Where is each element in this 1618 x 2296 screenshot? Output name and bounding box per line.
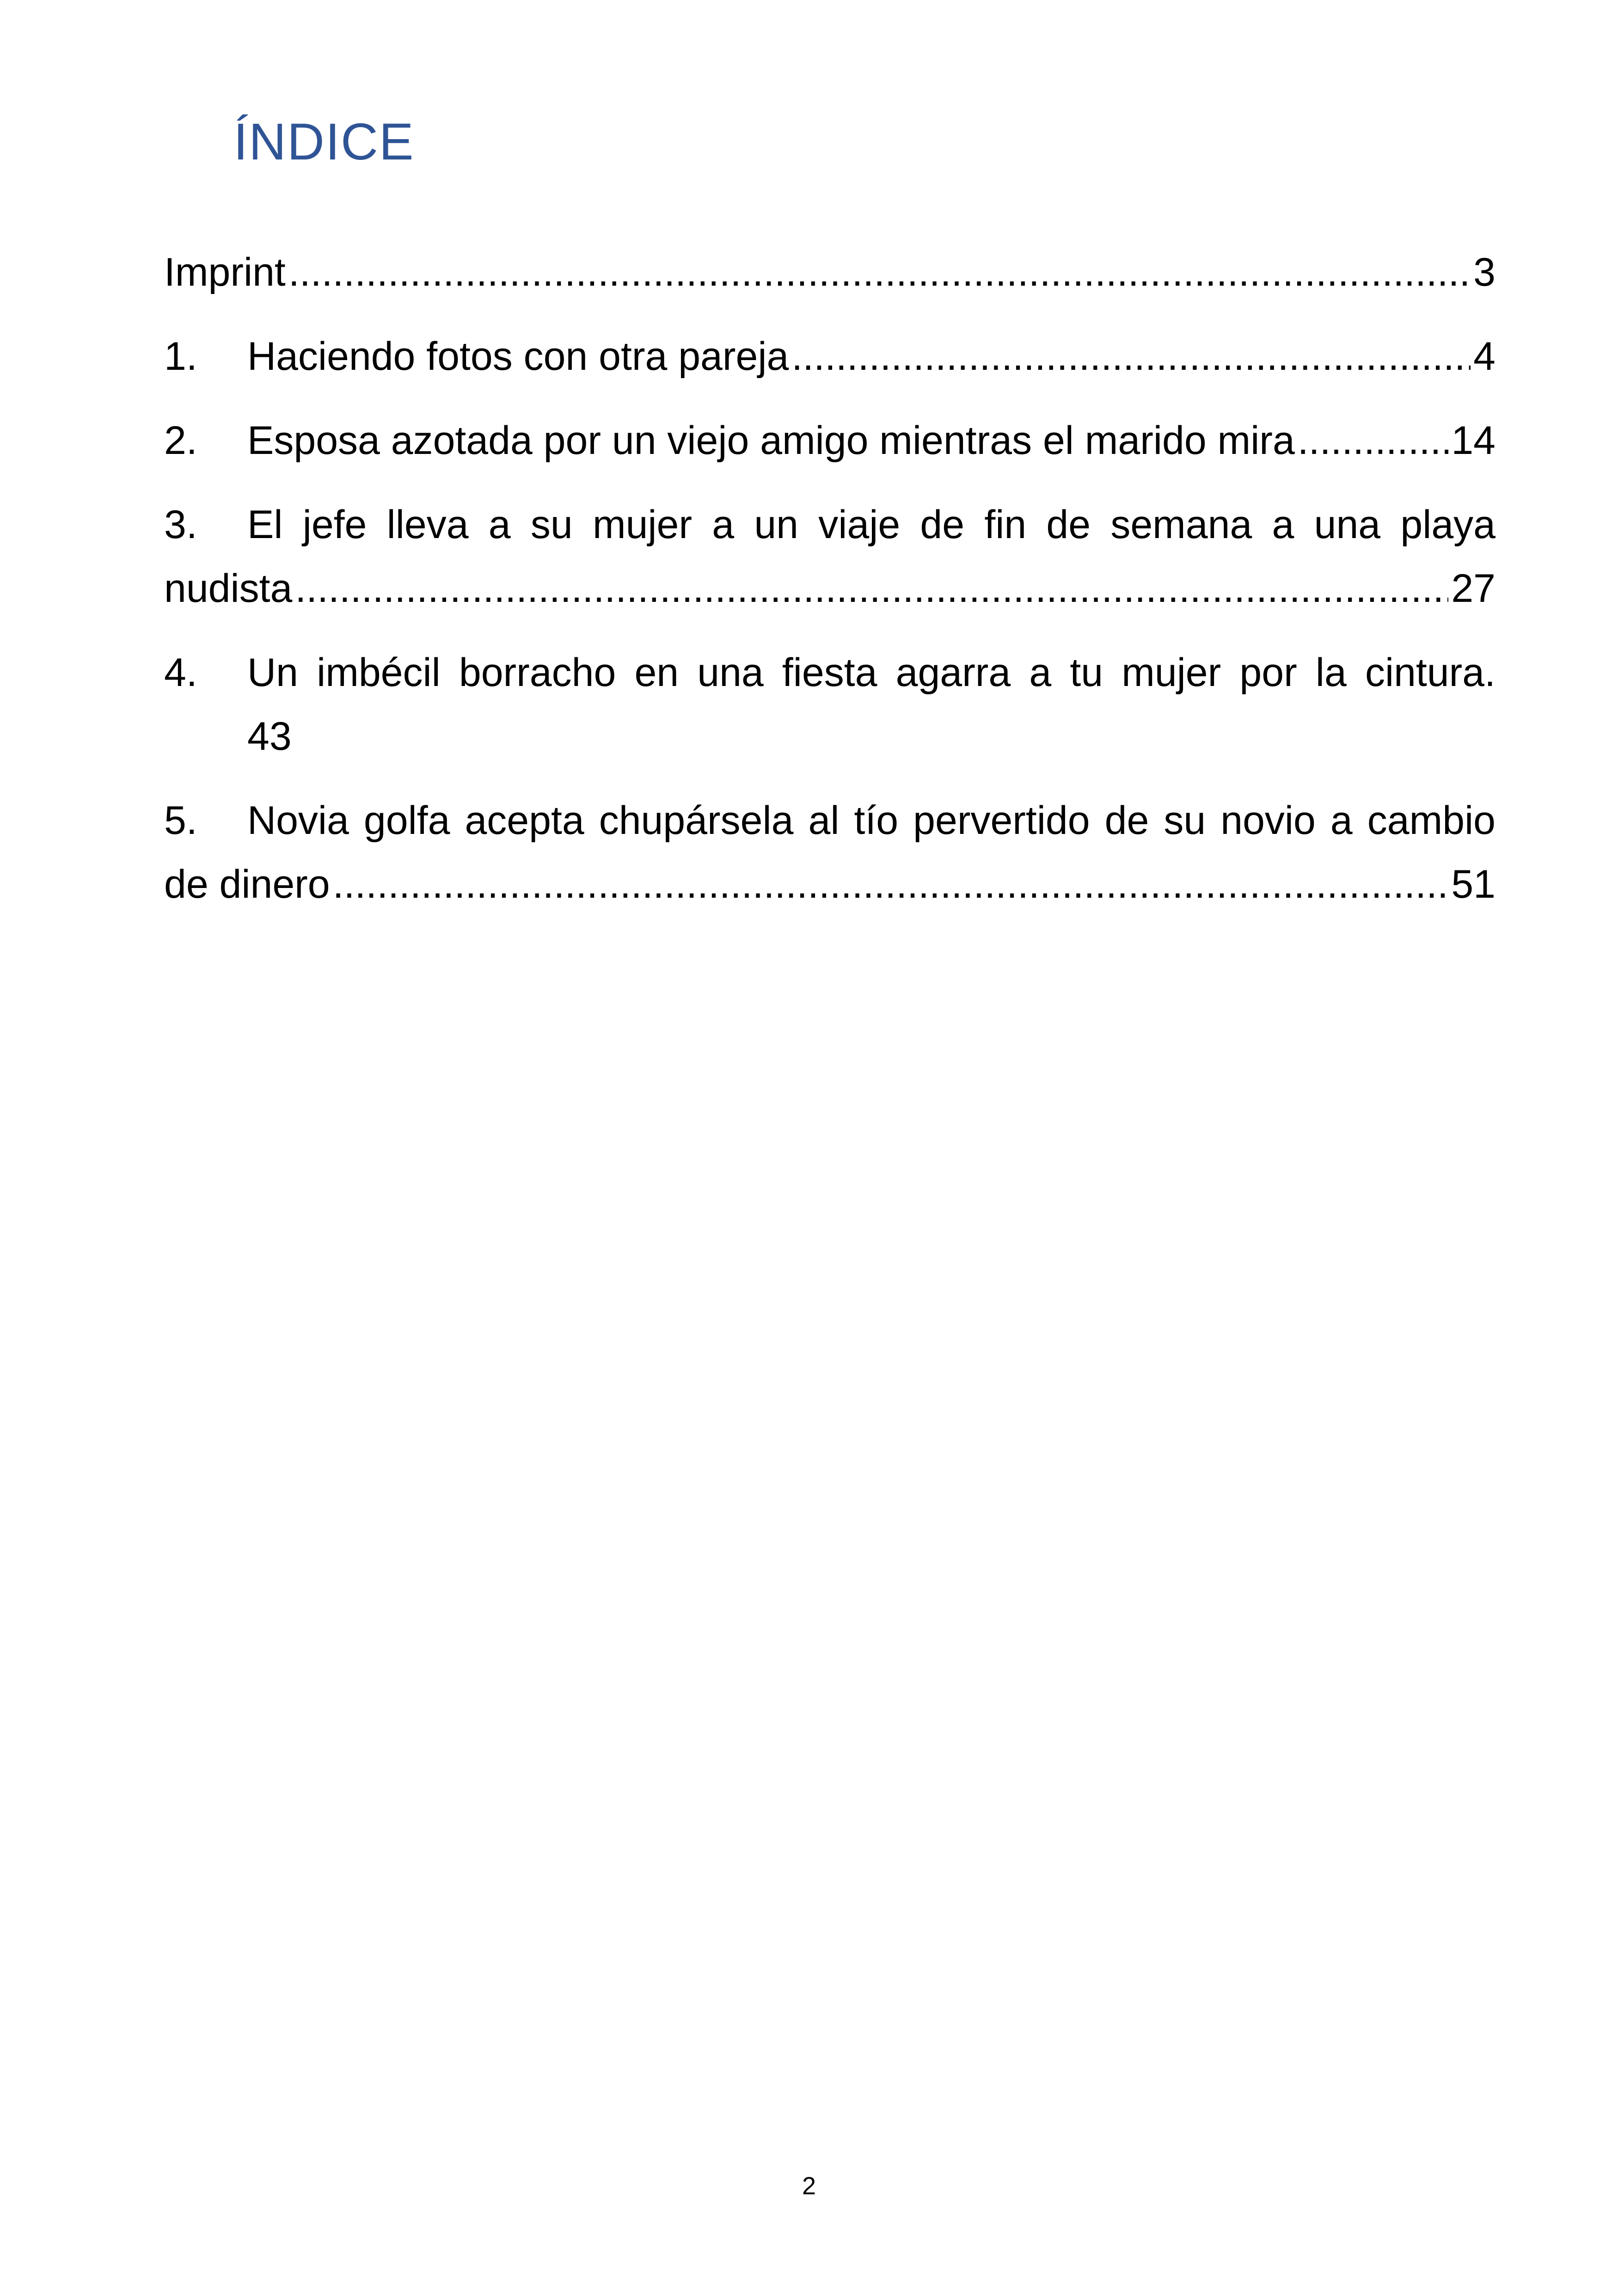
toc-entry-4[interactable] <box>164 641 1495 768</box>
toc-entry-line <box>164 240 1495 304</box>
toc-entry-text: Novia golfa acepta chupársela al tío pervertido de su novio a cambio <box>247 798 1495 843</box>
toc-entry-text: Esposa azotada por un viejo amigo mientras el marido mira <box>247 418 1295 463</box>
toc-entry-number: 5. <box>164 798 197 843</box>
toc-entry-text-continued: de dinero <box>164 862 330 906</box>
toc-entry-line <box>164 852 1495 916</box>
toc-entry-3[interactable] <box>164 493 1495 620</box>
toc-entry-page-line <box>164 704 1495 768</box>
leader-dots <box>791 325 1471 388</box>
toc-entry-number: 1. <box>164 334 197 379</box>
toc-entry-text-continued: nudista <box>164 566 293 611</box>
toc-entry-line-justified <box>164 641 1495 704</box>
toc-entry-imprint[interactable] <box>164 240 1495 304</box>
leader-dots <box>1298 409 1449 472</box>
table-of-contents <box>164 240 1495 937</box>
toc-entry-text: Imprint <box>164 250 286 294</box>
toc-entry-number: 2. <box>164 418 197 463</box>
toc-entry-page: 43 <box>247 714 292 759</box>
page-title: ÍNDICE <box>233 113 415 171</box>
leader-dots <box>295 557 1448 620</box>
toc-entry-line <box>164 557 1495 620</box>
toc-entry-text: El jefe lleva a su mujer a un viaje de fin de semana a una playa <box>247 502 1495 547</box>
toc-entry-line-justified <box>164 789 1495 852</box>
toc-entry-page: 51 <box>1451 862 1495 906</box>
leader-dots <box>288 240 1471 304</box>
toc-entry-page: 14 <box>1451 418 1495 463</box>
page-number: 2 <box>802 2172 816 2200</box>
toc-entry-page: 3 <box>1473 250 1495 294</box>
toc-entry-text: Un imbécil borracho en una fiesta agarra a tu mujer por la cintura. <box>247 650 1495 695</box>
toc-entry-5[interactable] <box>164 789 1495 916</box>
toc-entry-page: 4 <box>1473 334 1495 379</box>
toc-entry-1[interactable] <box>164 325 1495 388</box>
toc-entry-number: 3. <box>164 502 197 547</box>
leader-dots <box>333 852 1449 916</box>
toc-entry-line <box>164 409 1495 472</box>
toc-entry-text: Haciendo fotos con otra pareja <box>247 334 789 379</box>
toc-entry-line <box>164 325 1495 388</box>
toc-entry-page: 27 <box>1451 566 1495 611</box>
toc-entry-line-justified <box>164 493 1495 557</box>
toc-entry-2[interactable] <box>164 409 1495 472</box>
toc-entry-number: 4. <box>164 650 197 695</box>
